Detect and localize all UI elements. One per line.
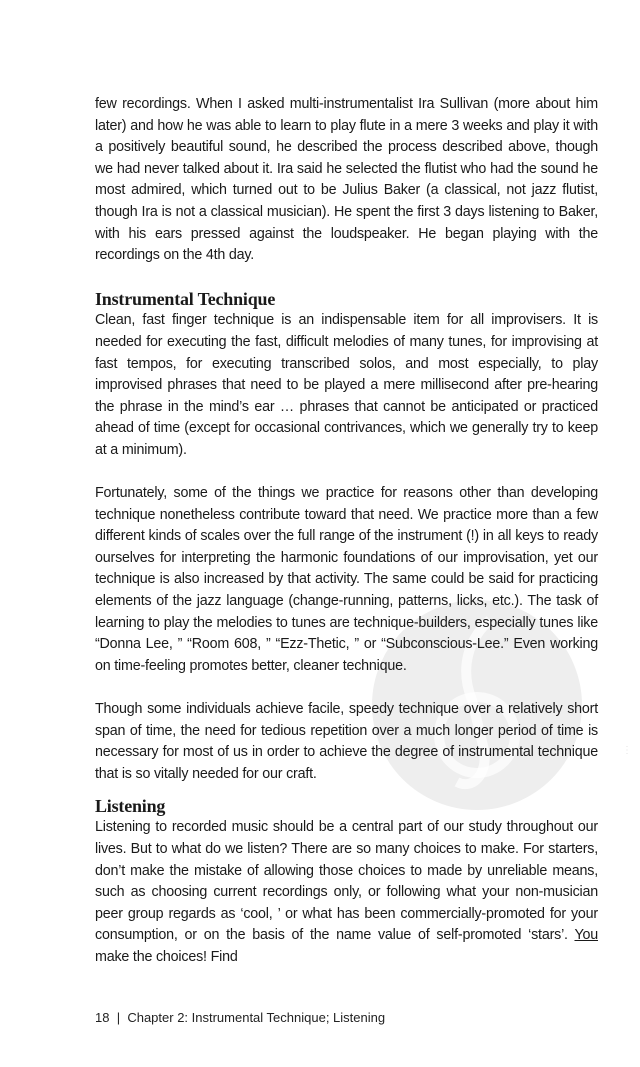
paragraph-listening: [95, 817, 598, 968]
page-footer: [95, 1009, 598, 1027]
page-number: 18: [95, 1009, 110, 1025]
footer-separator: |: [116, 1009, 121, 1025]
paragraph-intro: few recordings. When I asked multi-instrumentalist Ira Sullivan (more about him later) and how he was able to learn to play flute in a mere 3 weeks and play it with a positively beautiful sound, he described the process described above, though we had never talked about it. Ira said he selected the flutist who had the sound he most admired, which turned out to be Julius Baker (a classical, not jazz flutist, though Ira is not a classical musician). He spent the first 3 days listening to Baker, with his ears pressed against the loudspeaker. He began playing with the recordings on the 4th day.: [95, 96, 598, 264]
edge-decoration-icon: ⋮: [622, 745, 632, 756]
listening-text-start: Listening to recorded music should be a central part of our study throughout our lives. But to what do we listen? There are so many choices to make. For starters, don’t make the mistake of allowing those choices to made by unreliable means, such as choosing current recordings only, or following what your non-musician peer group regards as ‘cool, ’ or what has been commercially-promoted for your consumption, or on the basis of the name value of self-promoted ‘stars’.: [95, 819, 598, 944]
paragraph-technique-1: Clean, fast finger technique is an indispensable item for all improvisers. It is needed for executing the fast, difficult melodies of many tunes, for improvising at fast tempos, for executing transcribed solos, and most especially, to play improvised phrases that need to be played a mere millisecond after pre-hearing the phrase in the mind’s ear … phrases that cannot be anticipated or practiced ahead of time (except for occasional contrivances, which we generally try to keep at a minimum).: [95, 312, 598, 458]
heading-instrumental-technique: Instrumental Technique: [95, 289, 276, 310]
chapter-title: Chapter 2: Instrumental Technique; Listening: [127, 1009, 386, 1025]
paragraph-technique-2: Fortunately, some of the things we practice for reasons other than developing technique nonetheless contribute toward that need. We practice more than a few different kinds of scales over the full range of the instrument (!) in all keys to ready ourselves for interpreting the harmonic foundations of our improvisation, yet our technique is also increased by that activity. The same could be said for practicing elements of the jazz language (change-running, patterns, licks, etc.). The task of learning to play the melodies to tunes are technique-builders, especially tunes like “Donna Lee, ” “Room 608, ” “Ezz-Thetic, ” or “Subconscious-Lee.” Even working on time-feeling promotes better, cleaner technique.: [95, 485, 598, 674]
emphasis-you: You: [574, 927, 599, 944]
page-body: [95, 94, 598, 969]
heading-listening: Listening: [95, 796, 166, 817]
paragraph-technique-3: Though some individuals achieve facile, speedy technique over a relatively short span of time, the need for tedious repetition over a much longer period of time is necessary for most of us in order to achieve the degree of instrumental technique that is so vitally needed for our craft.: [95, 701, 598, 782]
listening-text-end: make the choices! Find: [95, 948, 238, 965]
